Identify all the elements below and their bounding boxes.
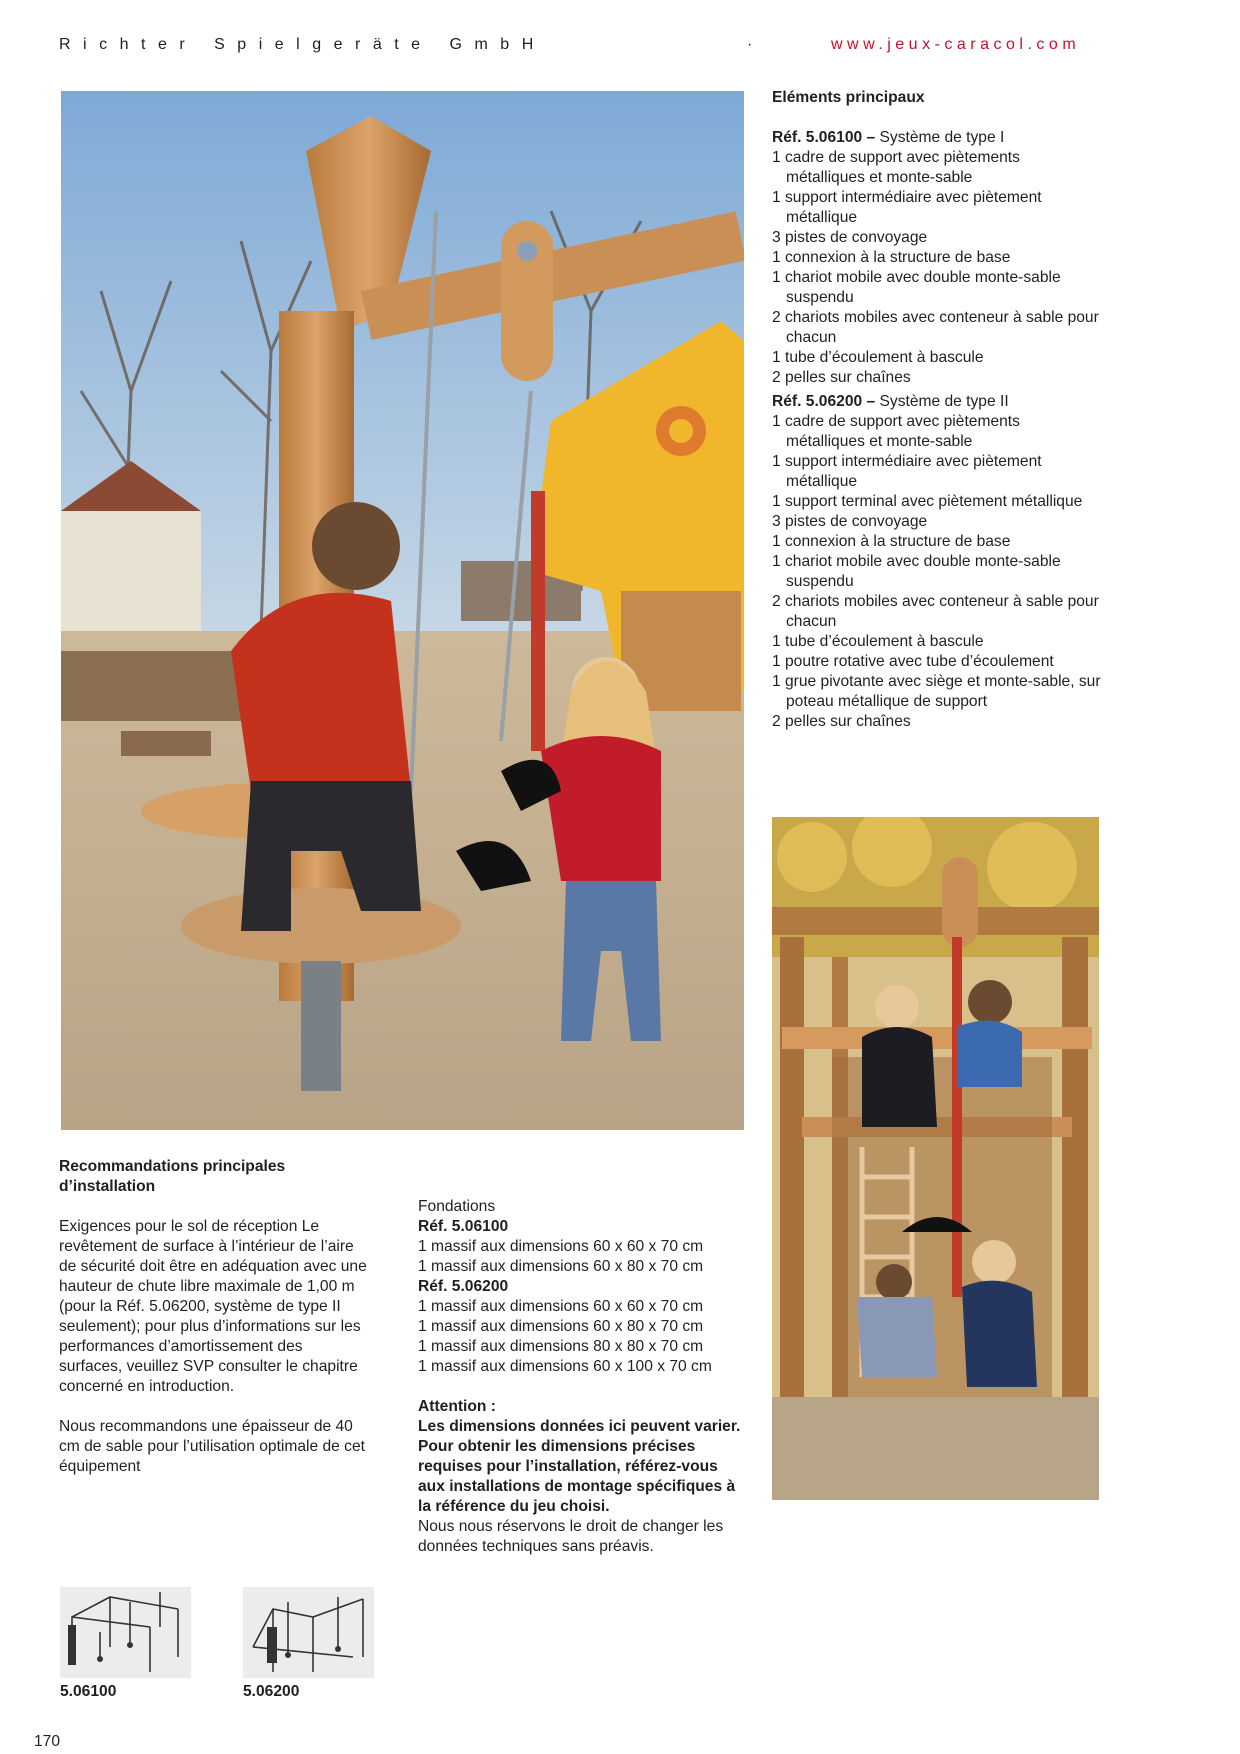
list-item: 1 poutre rotative avec tube d’écoulement	[772, 653, 1054, 670]
attention-warning: Les dimensions données ici peuvent varier. Pour obtenir les dimensions précises requises pour l’installation, référez-vous aux installations de montage spécifiques à la référence du jeu choisi.	[418, 1418, 741, 1515]
attention-block	[418, 1397, 748, 1557]
list-item: 1 grue pivotante avec siège et monte-sable, sur poteau métallique de support	[772, 673, 1101, 710]
list-item: 1 massif aux dimensions 80 x 80 x 70 cm	[418, 1338, 704, 1355]
list-item: 1 massif aux dimensions 60 x 60 x 70 cm	[418, 1238, 704, 1255]
attention-disclaimer: Nous nous réservons le droit de changer les données techniques sans préavis.	[418, 1518, 724, 1555]
list-item: 1 chariot mobile avec double monte-sable suspendu	[772, 269, 1061, 306]
system-type-2-drawing	[243, 1587, 374, 1678]
list-item: 1 massif aux dimensions 60 x 80 x 70 cm	[418, 1318, 704, 1335]
list-item: 1 tube d’écoulement à bascule	[772, 633, 984, 650]
list-item: 1 chariot mobile avec double monte-sable suspendu	[772, 553, 1061, 590]
list-item: 1 cadre de support avec piètements métalliques et monte-sable	[772, 149, 1020, 186]
main-playground-photo	[61, 91, 744, 1130]
list-item: 2 chariots mobiles avec conteneur à sable pour chacun	[772, 309, 1099, 346]
installation-title: Recommandations principales d’installation	[59, 1158, 286, 1195]
company-name: Richter Spielgeräte GmbH	[59, 36, 546, 53]
list-item: 2 pelles sur chaînes	[772, 369, 911, 386]
list-item: 1 connexion à la structure de base	[772, 533, 1011, 550]
list-item: 1 massif aux dimensions 60 x 100 x 70 cm	[418, 1358, 712, 1375]
list-item: 1 cadre de support avec piètements métalliques et monte-sable	[772, 413, 1020, 450]
foundations-title: Fondations	[418, 1198, 496, 1215]
list-item: 1 support intermédiaire avec piètement métallique	[772, 189, 1042, 226]
installation-paragraph-2: Nous recommandons une épaisseur de 40 cm de sable pour l’utilisation optimale de cet équipement	[59, 1418, 365, 1475]
main-elements-section	[772, 88, 1102, 732]
page-header	[59, 36, 1099, 60]
list-item: 1 massif aux dimensions 60 x 60 x 70 cm	[418, 1298, 704, 1315]
list-item: 1 connexion à la structure de base	[772, 249, 1011, 266]
system-type-1-drawing	[60, 1587, 191, 1678]
page-number: 170	[34, 1733, 61, 1750]
list-item: 1 tube d’écoulement à bascule	[772, 349, 984, 366]
foundations-ref-2: Réf. 5.06200	[418, 1278, 509, 1295]
ref-5-06100-list	[772, 148, 1102, 388]
ref-5-06200-list	[772, 412, 1102, 732]
main-elements-title: Eléments principaux	[772, 89, 925, 106]
ref-5-06200-heading: Réf. 5.06200 – Système de type II	[772, 393, 1009, 410]
ref-5-06100-heading: Réf. 5.06100 – Système de type I	[772, 129, 1005, 146]
foundations-ref-1: Réf. 5.06100	[418, 1218, 509, 1235]
foundations-section	[418, 1197, 748, 1557]
attention-title: Attention :	[418, 1398, 496, 1415]
list-item: 1 massif aux dimensions 60 x 80 x 70 cm	[418, 1258, 704, 1275]
list-item: 2 chariots mobiles avec conteneur à sable pour chacun	[772, 593, 1099, 630]
list-item: 1 support intermédiaire avec piètement métallique	[772, 453, 1042, 490]
list-item: 2 pelles sur chaînes	[772, 713, 911, 730]
website-link[interactable]: www.jeux-caracol.com	[831, 36, 1081, 53]
system-type-1-label: 5.06100	[60, 1683, 117, 1700]
list-item: 1 support terminal avec piètement métallique	[772, 493, 1083, 510]
side-playground-photo	[772, 817, 1099, 1500]
system-type-2-label: 5.06200	[243, 1683, 300, 1700]
list-item: 3 pistes de convoyage	[772, 229, 928, 246]
header-separator: ·	[747, 36, 753, 53]
installation-section	[59, 1157, 369, 1497]
installation-paragraph-1: Exigences pour le sol de réception Le revêtement de surface à l’intérieur de l’aire de sécurité doit être en adéquation avec une hauteur de chute libre maximale de 1,00 m (pour la Réf. 5.06200, système de type II seulement); pour plus d’informations sur les performances d’amortissement des surfaces, veuillez SVP consulter le chapitre concerné en introduction.	[59, 1218, 367, 1395]
list-item: 3 pistes de convoyage	[772, 513, 928, 530]
